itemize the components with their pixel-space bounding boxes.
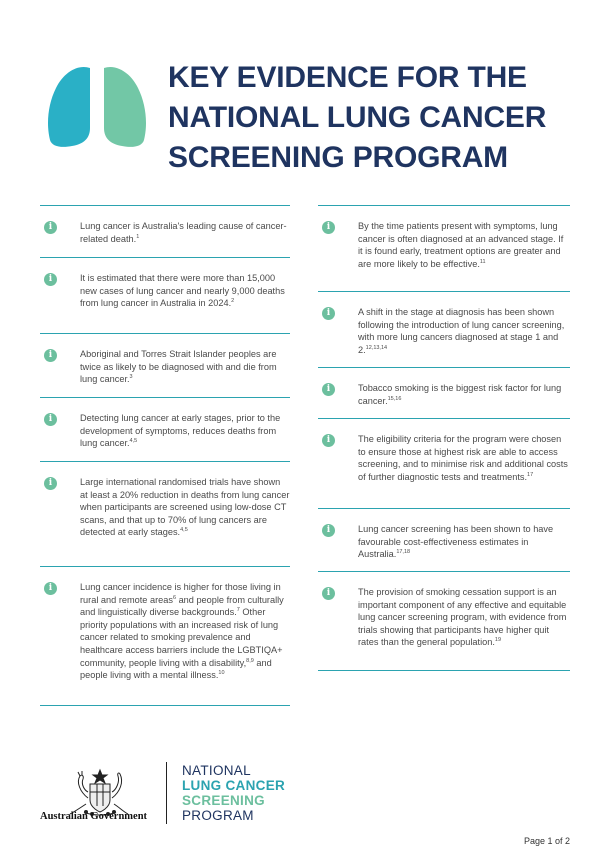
info-icon: i <box>322 221 335 234</box>
evidence-item <box>318 508 570 571</box>
program-line-national: NATIONAL <box>182 763 251 778</box>
footer-divider <box>166 762 167 824</box>
evidence-item <box>318 367 570 418</box>
info-icon: i <box>44 349 57 362</box>
evidence-item <box>40 461 290 566</box>
evidence-item <box>40 205 290 257</box>
program-line-program: PROGRAM <box>182 808 254 823</box>
info-icon: i <box>322 383 335 396</box>
info-icon: i <box>322 587 335 600</box>
right-evidence-column <box>318 205 570 671</box>
program-line-screening: SCREENING <box>182 793 265 808</box>
evidence-text: Lung cancer screening has been shown to have favourable cost-effectiveness estimates in Australia.$^{17,18}$ <box>358 524 554 560</box>
info-icon: i <box>44 273 57 286</box>
evidence-text: Detecting lung cancer at early stages, prior to the development of symptoms, reduces deaths from lung cancer.$^{4,5}$ <box>80 413 281 449</box>
evidence-item <box>318 205 570 291</box>
evidence-text: The eligibility criteria for the program were chosen to ensure those at highest risk are able to access screening, and to minimise risk and additional costs of further diagnostic tests and treatments.$^{17}$ <box>358 434 568 482</box>
evidence-item <box>318 291 570 367</box>
title-line-3: SCREENING PROGRAM <box>168 141 508 174</box>
government-label: Australian Government <box>40 811 148 822</box>
info-icon: i <box>44 413 57 426</box>
evidence-item <box>318 571 570 671</box>
info-icon: i <box>322 307 335 320</box>
evidence-text: By the time patients present with symptoms, lung cancer is often diagnosed at an advanced stage. If it is found early, treatment options are greater and are more likely to be effective.$^{11}$ <box>358 221 564 269</box>
evidence-text: Aboriginal and Torres Strait Islander peoples are twice as likely to be diagnosed with and die from lung cancer.$^3$ <box>80 349 277 385</box>
info-icon: i <box>322 524 335 537</box>
evidence-item <box>40 257 290 333</box>
evidence-item <box>40 333 290 397</box>
evidence-text: Lung cancer incidence is higher for those living in rural and remote areas$^6$ and people from culturally and linguistically diverse backgrounds.$^7$ Other priority populations with an increased risk of lung cancer related to smoking prevalence and healthcare access barriers include the LGBTIQA+ community, people living with a disability,$^{8,9}$ and people living with a mental illness.$^{10}$ <box>80 582 284 681</box>
left-evidence-column <box>40 205 290 706</box>
page-number: Page 1 of 2 <box>523 836 570 846</box>
evidence-item <box>40 397 290 461</box>
program-line-lung-cancer: LUNG CANCER <box>182 778 286 793</box>
evidence-text: The provision of smoking cessation support is an important component of any effective and equitable lung cancer screening program, with evidence from trials showing that participants have higher quit rates than the general population.$^{19}$ <box>358 587 567 648</box>
title-line-1: KEY EVIDENCE FOR THE <box>168 61 527 94</box>
evidence-text: Large international randomised trials have shown at least a 20% reduction in deaths from lung cancer when participants are screened using low-dose CT scans, and that up to 70% of lung cancers are detected at early stages.$^{4,5}$ <box>80 477 290 538</box>
evidence-text: Tobacco smoking is the biggest risk factor for lung cancer.$^{15,16}$ <box>358 383 562 406</box>
lungs-logo-icon <box>42 62 152 148</box>
evidence-text: Lung cancer is Australia's leading cause of cancer-related death.$^1$ <box>80 221 287 244</box>
info-icon: i <box>44 582 57 595</box>
page-title <box>168 58 588 178</box>
evidence-item <box>40 566 290 706</box>
evidence-text: It is estimated that there were more than 15,000 new cases of lung cancer and nearly 9,000 deaths from lung cancer in Australia in 2024.$^2$ <box>80 273 285 309</box>
info-icon: i <box>322 434 335 447</box>
info-icon: i <box>44 477 57 490</box>
program-logo-text <box>182 763 285 823</box>
title-line-2: NATIONAL LUNG CANCER <box>168 101 547 134</box>
info-icon: i <box>44 221 57 234</box>
evidence-item <box>318 418 570 508</box>
evidence-text: A shift in the stage at diagnosis has been shown following the introduction of lung cancer screening, with more lung cancers diagnosed at stage 1 and 2.$^{12,13,14}$ <box>358 307 565 355</box>
